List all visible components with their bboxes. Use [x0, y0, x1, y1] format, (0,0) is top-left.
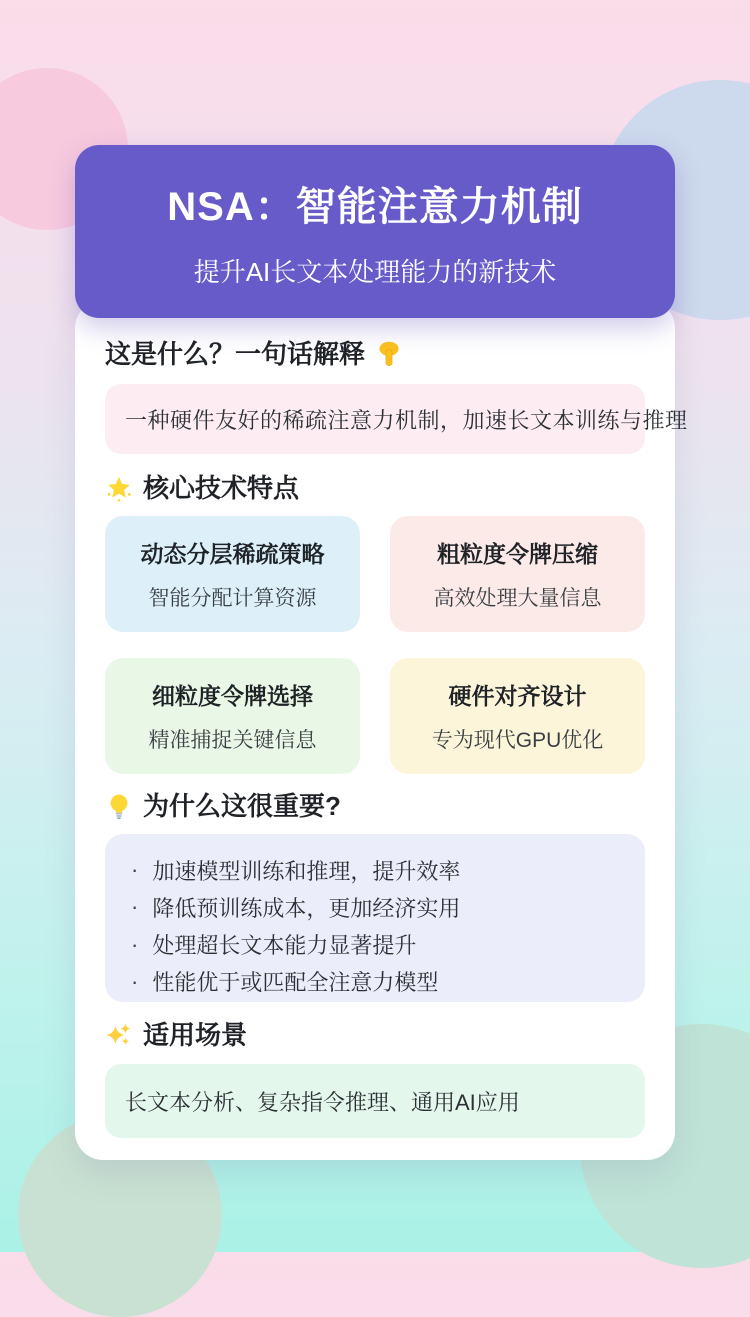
feature-subtitle: 专为现代GPU优化 — [431, 729, 604, 752]
features-section-heading — [105, 474, 645, 502]
page-subtitle: 提升AI长文本处理能力的新技术 — [193, 256, 557, 287]
content-card — [75, 300, 688, 1160]
importance-bullet-row — [131, 890, 645, 924]
feature-card-fine-selection — [105, 658, 360, 774]
scenarios-heading-text: 适用场景 — [143, 1020, 248, 1050]
scenarios-text: 长文本分析、复杂指令推理、通用AI应用 — [125, 1089, 520, 1115]
header-card — [75, 145, 675, 318]
feature-title: 动态分层稀疏策略 — [140, 541, 325, 567]
pointing-down-icon — [375, 340, 403, 368]
what-explanation-box — [105, 384, 688, 454]
bullet-text: 性能优于或匹配全注意力模型 — [152, 970, 439, 996]
what-explanation-text: 一种硬件友好的稀疏注意力机制，加速长文本训练与推理 — [125, 407, 688, 433]
importance-bullet-row — [131, 965, 645, 999]
page-title: NSA：智能注意力机制 — [167, 184, 583, 229]
bullet-dot: · — [131, 931, 139, 957]
sparkles-icon — [105, 1021, 133, 1049]
scenarios-section-heading — [105, 1021, 645, 1049]
feature-subtitle: 精准捕捉关键信息 — [148, 729, 317, 752]
features-heading-text: 核心技术特点 — [143, 473, 300, 503]
bullet-dot: · — [131, 894, 139, 920]
bullet-dot: · — [131, 968, 139, 994]
feature-card-hardware-aligned — [390, 658, 645, 774]
importance-heading-text: 为什么这很重要? — [143, 791, 341, 821]
feature-title: 粗粒度令牌压缩 — [437, 541, 598, 567]
scenarios-box — [105, 1064, 645, 1138]
features-grid — [105, 516, 645, 774]
feature-title: 硬件对齐设计 — [448, 683, 587, 709]
light-bulb-icon — [105, 792, 133, 820]
feature-card-coarse-compression — [390, 516, 645, 632]
importance-section-heading — [105, 792, 645, 820]
what-heading-text: 这是什么？一句话解释 — [105, 339, 366, 369]
importance-box — [105, 834, 645, 1002]
feature-card-dynamic-sparse — [105, 516, 360, 632]
bullet-text: 处理超长文本能力显著提升 — [152, 933, 417, 959]
importance-bullet-row — [131, 853, 645, 887]
what-section-heading — [105, 340, 645, 368]
importance-bullet-row — [131, 928, 645, 962]
bullet-dot: · — [131, 857, 139, 883]
glowing-star-icon — [105, 474, 133, 502]
feature-subtitle: 高效处理大量信息 — [433, 587, 602, 610]
feature-subtitle: 智能分配计算资源 — [148, 587, 317, 610]
bullet-text: 降低预训练成本，更加经济实用 — [152, 895, 461, 921]
feature-title: 细粒度令牌选择 — [152, 683, 313, 709]
bullet-text: 加速模型训练和推理，提升效率 — [152, 858, 461, 884]
